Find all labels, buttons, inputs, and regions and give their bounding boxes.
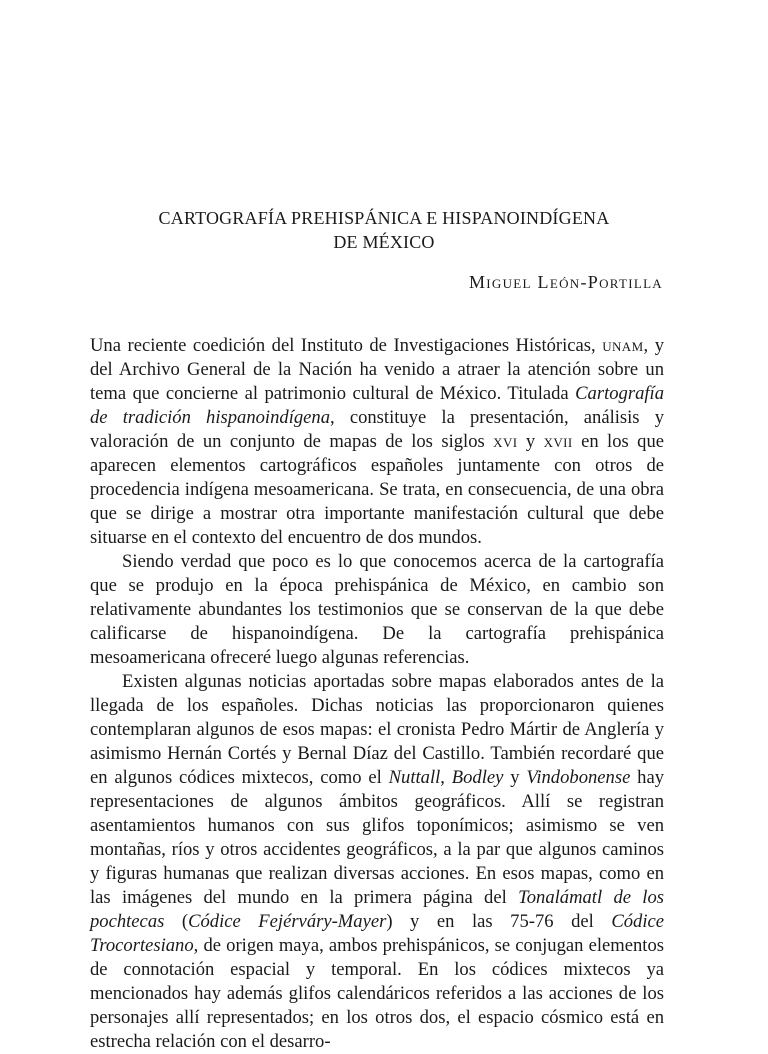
author-name: Miguel León-Portilla [468,272,663,292]
paragraph-text: hay representaciones de algunos ámbitos geográficos. Allí se registran asentamientos humanos con sus glifos toponímicos; asimismo se ven montañas, ríos y otros accidentes geográficos, a la par que algunos caminos y figuras humanas que realizan diversas acciones. En esos mapas, como en las imágenes del mundo en la primera página del [90,767,665,908]
italic-title: Vindobonense [526,767,631,788]
small-caps-text: xvii [543,431,573,452]
paragraph-text: , constituye la presentación, análisis y valoración de un conjunto de mapas de los siglos [90,407,664,452]
article-title [90,206,678,254]
paragraph-text: ( [164,911,189,932]
small-caps-text: xvi [493,431,518,452]
paragraph-text: , de origen maya, ambos prehispánicos, se conjugan elementos de connotación espacial y temporal. En los códices mixtecos ya mencionados hay además glifos calendáricos referidos a las acciones de los personajes allí representados; en los otros dos, el espacio cósmico está en estrecha relación con el desarro- [90,935,664,1052]
title-line-1: CARTOGRAFÍA PREHISPÁNICA E HISPANOINDÍGENA [158,208,610,228]
title-line-2: DE MÉXICO [333,232,435,252]
paragraph-text: , [440,767,452,788]
paragraph [90,670,664,1054]
italic-title: Tonalámatl de los pochtecas [90,887,665,932]
paragraph-text: Existen algunas noticias aportadas sobre mapas elaborados antes de la llegada de los españoles. Dichas noticias las proporcionaron quienes contemplaran algunos de esos mapas: el cronista Pedro Mártir de Anglería y asimismo Hernán Cortés y Bernal Díaz del Castillo. También recordaré que en algunos códices mixtecos, como el [90,671,664,788]
paragraph-text: , y del Archivo General de la Nación ha venido a atraer la atención sobre un tema que concierne al patrimonio cultural de México. Titulada [90,335,664,404]
article-body [90,334,664,1054]
paragraph-text: y [517,431,544,452]
italic-title: Códice Trocortesiano [90,911,664,956]
paragraph-text: Una reciente coedición del Instituto de Investigaciones Históricas, [90,335,603,356]
paragraph-text: Siendo verdad que poco es lo que conocemos acerca de la cartografía que se produjo en la época prehispánica de México, en cambio son relativamente abundantes los testimonios que se conservan de la que debe calificarse de hispanoindígena. De la cartografía prehispánica mesoamericana ofreceré luego algunas referencias. [90,551,664,668]
italic-title: Cartografía de tradición hispanoindígena [90,383,664,428]
paragraph-text: en los que aparecen elementos cartográficos españoles juntamente con otros de procedencia indígena mesoamericana. Se trata, en consecuencia, de una obra que se dirige a mostrar otra importante manifestación cultural que debe situarse en el contexto del encuentro de dos mundos. [90,431,665,548]
paragraph-text: y [503,767,527,788]
paragraph [90,550,664,670]
paragraph-text: ) y en las 75-76 del [386,911,612,932]
paragraph [90,334,664,550]
italic-title: Nuttall [388,767,441,788]
italic-title: Bodley [451,767,504,788]
small-caps-text: unam [602,335,644,356]
italic-title: Códice Fejérváry-Mayer [188,911,387,932]
